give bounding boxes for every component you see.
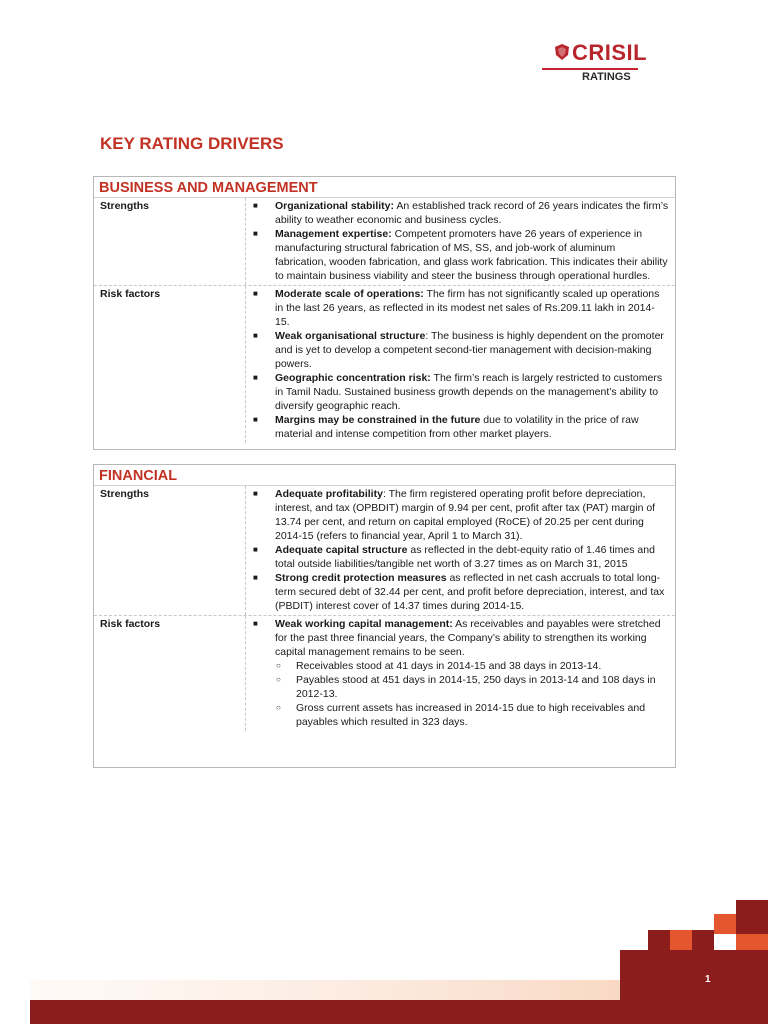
sub-list-item xyxy=(251,673,669,701)
circle-bullet-icon: ○ xyxy=(276,703,281,712)
item-heading: Adequate profitability xyxy=(275,488,383,500)
item-text: Competent promoters have 26 years of experience in manufacturing structural fabrication of MS, SS, and job-work of aluminum fabrication, wooden fabrication, and glass work fabrication. This indicates their ability to maintain business viability and steer the business through operational hurdles. xyxy=(275,228,668,282)
list-item xyxy=(251,487,669,543)
item-text: As receivables and payables were stretched for the past three financial years, the Company’s ability to strengthen its working capital management remains to be seen. xyxy=(275,618,661,658)
footer-step-dark-2 xyxy=(692,930,714,950)
square-bullet-icon: ■ xyxy=(253,545,258,554)
item-text: due to volatility in the price of raw material and intense competition from other market players. xyxy=(275,414,639,440)
square-bullet-icon: ■ xyxy=(253,489,258,498)
list-item xyxy=(251,413,669,441)
logo-subtitle: RATINGS xyxy=(582,71,631,83)
footer-step-dark-1 xyxy=(648,930,670,950)
list-item xyxy=(251,287,669,329)
section-title: BUSINESS AND MANAGEMENT xyxy=(94,177,675,198)
square-bullet-icon: ■ xyxy=(253,573,258,582)
footer-decoration xyxy=(0,900,768,1024)
list-item xyxy=(251,571,669,613)
list-item xyxy=(251,617,669,659)
item-text: An established track record of 26 years indicates the firm’s ability to weather economic and business cycles. xyxy=(275,200,669,226)
business-management-section xyxy=(93,176,676,450)
item-heading: Moderate scale of operations: xyxy=(275,288,424,300)
item-heading: Adequate capital structure xyxy=(275,544,408,556)
footer-block-dark xyxy=(620,950,768,1000)
square-bullet-icon: ■ xyxy=(253,331,258,340)
footer-step-orange-2 xyxy=(714,914,736,934)
row-label: Strengths xyxy=(94,198,246,285)
sub-list-item xyxy=(251,701,669,729)
circle-bullet-icon: ○ xyxy=(276,675,281,684)
item-heading: Strong credit protection measures xyxy=(275,572,447,584)
square-bullet-icon: ■ xyxy=(253,415,258,424)
item-heading: Organizational stability: xyxy=(275,200,395,212)
item-text: as reflected in net cash accruals to total long-term secured debt of 32.44 per cent, and profit before depreciation, interest, and tax (PBDIT) interest cover of 14.37 times during 2014-15. xyxy=(275,572,665,612)
item-text: as reflected in the debt-equity ratio of 1.46 times and total outside liabilities/tangible net worth of 3.27 times as on March 31, 2015 xyxy=(275,544,655,570)
list-item xyxy=(251,199,669,227)
sub-item-text: Gross current assets has increased in 2014-15 due to high receivables and payables which resulted in 323 days. xyxy=(296,702,646,728)
strengths-row xyxy=(94,486,675,616)
crisil-shield-icon xyxy=(554,43,570,61)
logo-wordmark: CRISIL xyxy=(572,40,648,65)
list-item xyxy=(251,329,669,371)
square-bullet-icon: ■ xyxy=(253,289,258,298)
row-label: Strengths xyxy=(94,486,246,615)
list-item xyxy=(251,227,669,283)
item-text: The firm’s reach is largely restricted to customers in Tamil Nadu. Sustained business growth depends on the management’s ability to diversify geographic reach. xyxy=(275,372,663,412)
crisil-logo xyxy=(540,40,648,86)
risk-factors-row xyxy=(94,616,675,731)
footer-bar xyxy=(30,1000,768,1024)
footer-step-orange-3 xyxy=(736,934,768,950)
logo-rule xyxy=(542,68,638,70)
item-heading: Geographic concentration risk: xyxy=(275,372,431,384)
square-bullet-icon: ■ xyxy=(253,201,258,210)
list-item xyxy=(251,371,669,413)
square-bullet-icon: ■ xyxy=(253,373,258,382)
footer-step-orange-1 xyxy=(670,930,692,950)
sub-item-text: Payables stood at 451 days in 2014-15, 250 days in 2013-14 and 108 days in 2012-13. xyxy=(296,674,656,700)
item-heading: Weak working capital management: xyxy=(275,618,453,630)
item-heading: Weak organisational structure xyxy=(275,330,426,342)
list-item xyxy=(251,543,669,571)
item-text: The firm has not significantly scaled up operations in the last 26 years, as reflected in its modest net sales of Rs.209.11 lakh in 2014-15. xyxy=(275,288,660,328)
risk-factors-row xyxy=(94,286,675,443)
item-text: : The firm registered operating profit before depreciation, interest, and tax (OPBDIT) margin of 9.94 per cent, profit after tax (PAT) margin of 13.74 per cent, and return on capital employed (RoCE) of 20.25 per cent during 2014-15 (refers to financial year, April 1 to March 31). xyxy=(275,488,656,542)
row-label: Risk factors xyxy=(94,286,246,443)
sub-list-item xyxy=(251,659,669,673)
sub-item-text: Receivables stood at 41 days in 2014-15 and 38 days in 2013-14. xyxy=(296,660,602,672)
circle-bullet-icon: ○ xyxy=(276,661,281,670)
item-heading: Margins may be constrained in the future xyxy=(275,414,481,426)
footer-step-dark-3 xyxy=(736,900,768,934)
strengths-row xyxy=(94,198,675,286)
page-number: 1 xyxy=(705,974,711,985)
page-title: KEY RATING DRIVERS xyxy=(100,134,284,153)
square-bullet-icon: ■ xyxy=(253,229,258,238)
financial-section xyxy=(93,464,676,768)
section-title: FINANCIAL xyxy=(94,465,675,486)
square-bullet-icon: ■ xyxy=(253,619,258,628)
row-label: Risk factors xyxy=(94,616,246,731)
item-text: : The business is highly dependent on the promoter and is yet to develop a competent second-tier management with decision-making powers. xyxy=(275,330,664,370)
item-heading: Management expertise: xyxy=(275,228,392,240)
